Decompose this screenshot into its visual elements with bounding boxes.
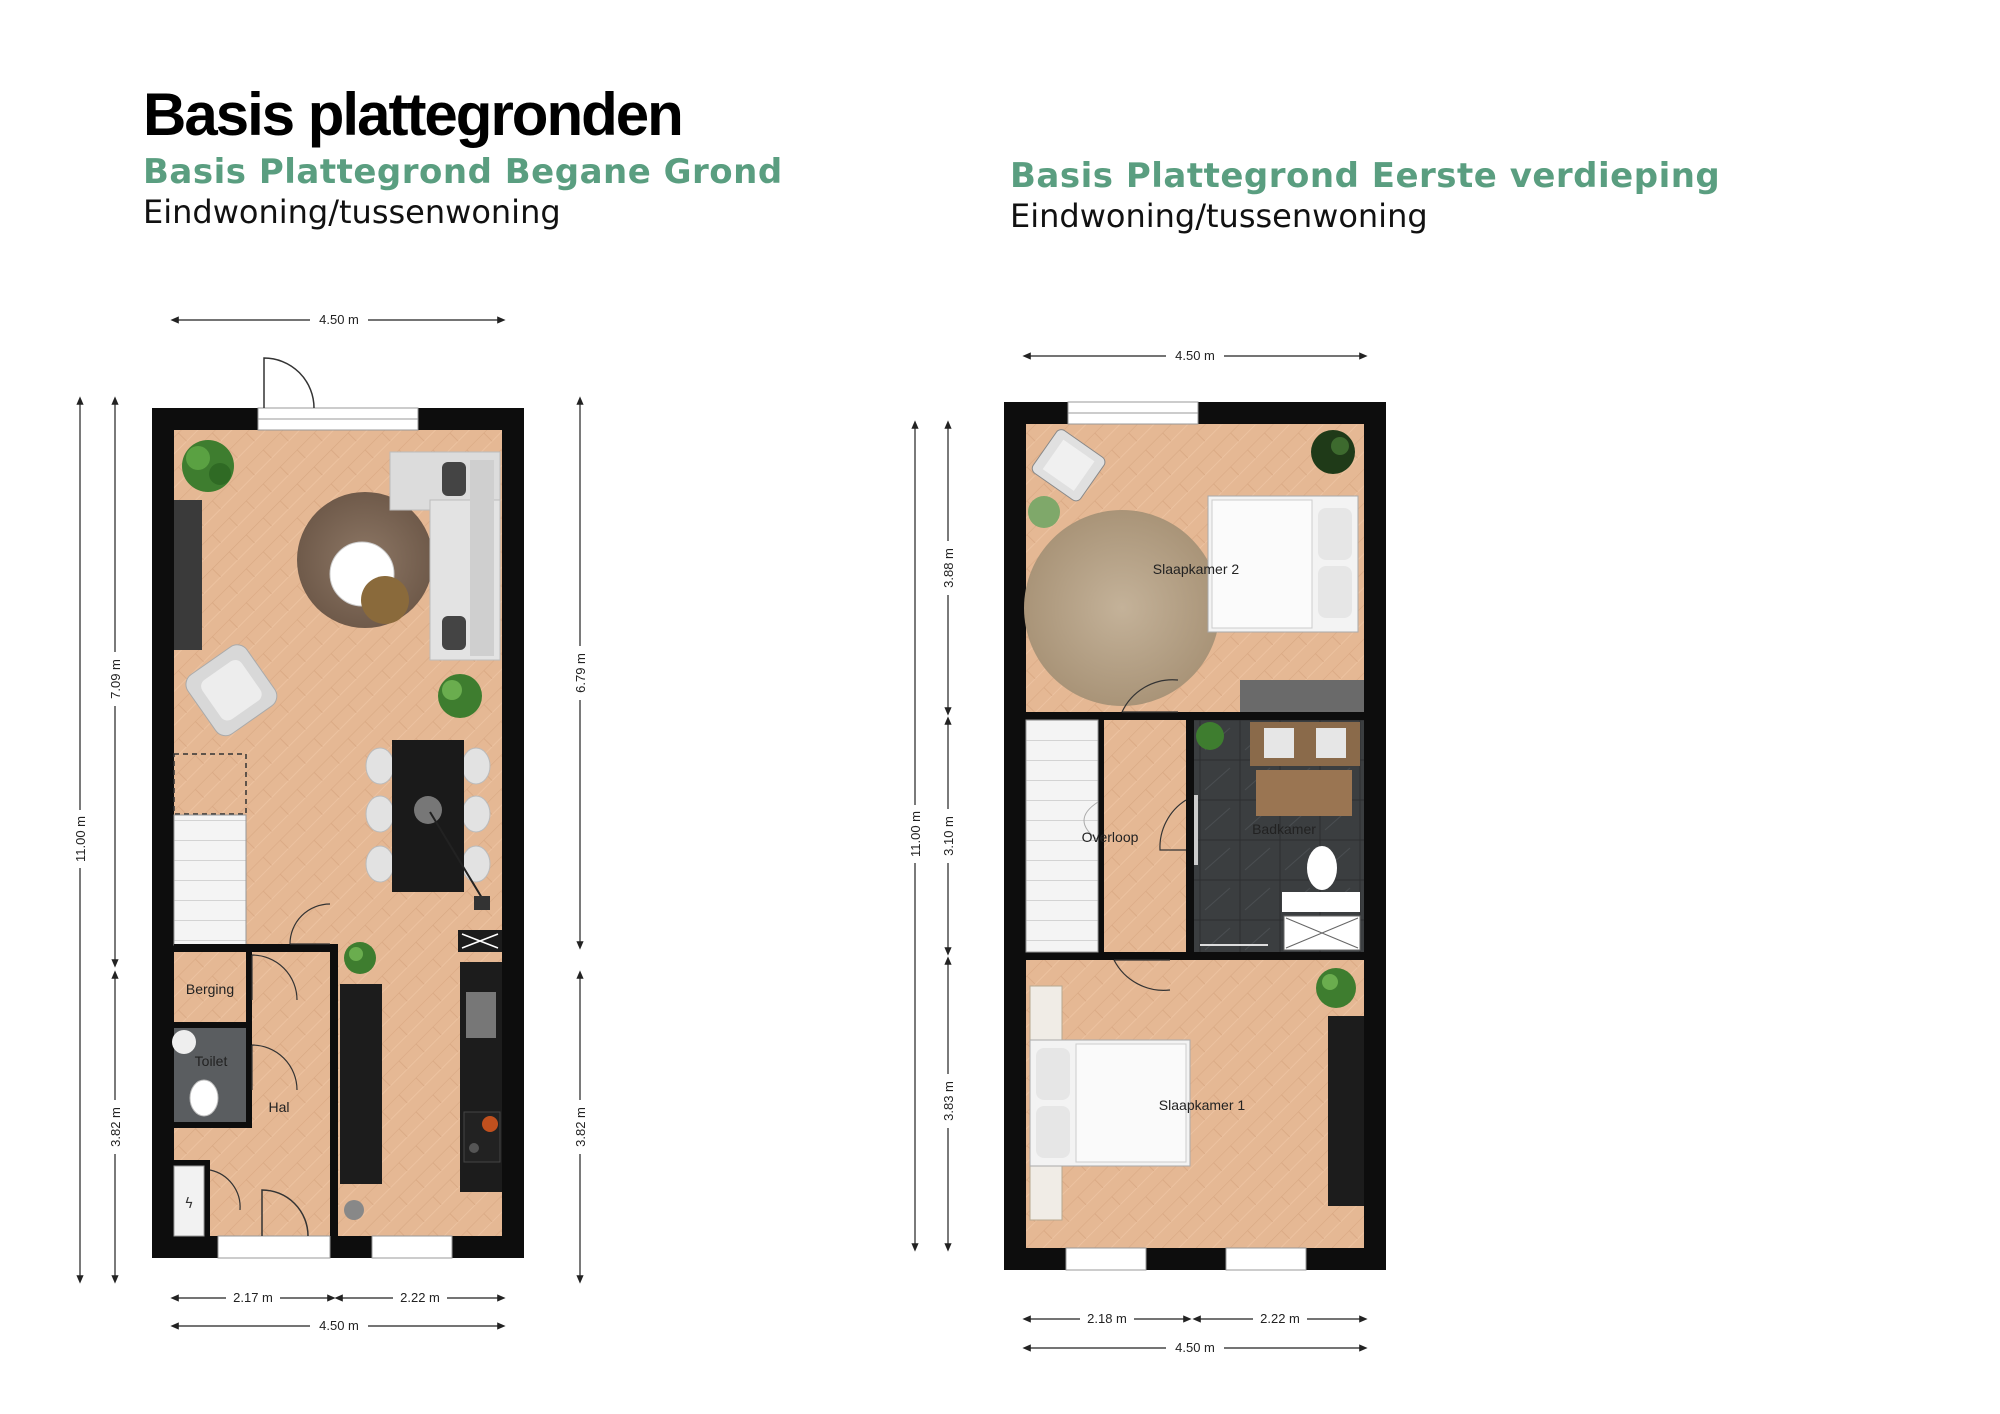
dim-bottom-total: 4.50 m	[1175, 1340, 1215, 1355]
ground-floor-subheading: Eindwoning/tussenwoning	[143, 193, 561, 231]
round-rug	[1024, 510, 1220, 706]
dim-bottom-right: 2.22 m	[400, 1290, 440, 1305]
room-label-hal: Hal	[268, 1099, 290, 1115]
room-label-slaapkamer2: Slaapkamer 2	[1152, 561, 1240, 577]
plant-icon	[182, 440, 234, 492]
desk	[1240, 680, 1364, 712]
room-label-berging: Berging	[185, 981, 235, 997]
dim-bottom-right: 2.22 m	[1260, 1311, 1300, 1326]
dining-table	[366, 740, 490, 892]
dim-bottom-total: 4.50 m	[319, 1318, 359, 1333]
page-title: Basis plattegronden	[143, 81, 682, 148]
staircase	[174, 815, 246, 945]
plant-icon	[438, 674, 482, 718]
toilet-icon	[190, 1080, 218, 1116]
dim-right-upper: 6.79 m	[573, 653, 588, 693]
dim-left-total: 11.00 m	[73, 815, 88, 863]
plant-icon	[1311, 430, 1355, 474]
dim-right-lower: 3.82 m	[573, 1107, 588, 1147]
room-label-badkamer: Badkamer	[1252, 821, 1316, 837]
room-label-slaapkamer1: Slaapkamer 1	[1158, 1097, 1246, 1113]
kitchen-island	[340, 984, 382, 1184]
dim-bottom-left: 2.18 m	[1087, 1311, 1127, 1326]
room-label-overloop: Overloop	[1081, 829, 1139, 845]
room-label-toilet: Toilet	[194, 1053, 228, 1069]
dim-bottom-left: 2.17 m	[233, 1290, 273, 1305]
plant-icon	[344, 942, 376, 974]
first-floor-subheading: Eindwoning/tussenwoning	[1010, 197, 1428, 235]
first-floor-heading: Basis Plattegrond Eerste verdieping	[1010, 156, 1721, 196]
dim-left-lower: 3.83 m	[941, 1081, 956, 1121]
ground-floor-plan	[71, 311, 589, 1333]
dim-left-lower: 3.82 m	[108, 1107, 123, 1147]
garden-door	[264, 358, 314, 408]
plant-icon	[1196, 722, 1224, 750]
dim-left-middle: 3.10 m	[941, 816, 956, 856]
dim-left-upper: 7.09 m	[108, 659, 123, 699]
toilet-icon	[1307, 846, 1337, 890]
dim-top-width: 4.50 m	[1175, 348, 1215, 363]
cooktop-icon	[482, 1116, 498, 1132]
wardrobe	[1328, 1016, 1364, 1206]
plant-icon	[1316, 968, 1356, 1008]
ground-floor-heading: Basis Plattegrond Begane Grond	[143, 152, 783, 192]
dim-left-total: 11.00 m	[908, 810, 923, 858]
dim-top-width: 4.50 m	[319, 312, 359, 327]
electricity-icon: ϟ	[184, 1196, 194, 1212]
first-floor-plan	[906, 347, 1386, 1355]
dim-left-upper: 3.88 m	[941, 548, 956, 588]
